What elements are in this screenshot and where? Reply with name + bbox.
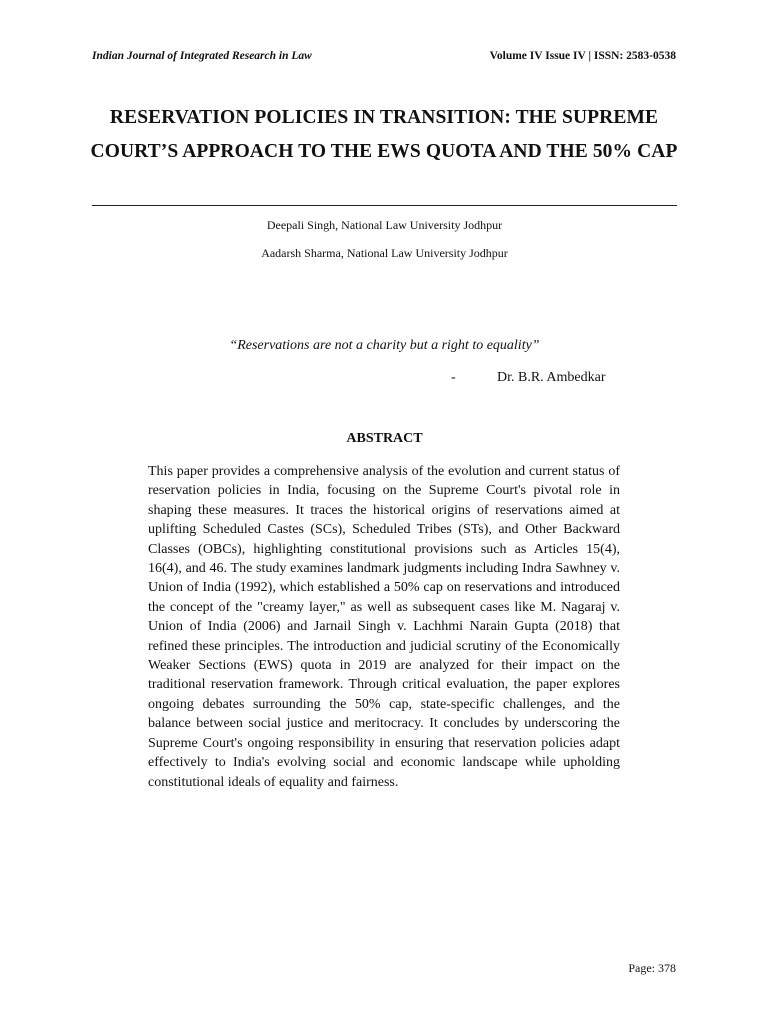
page-number: Page: 378 — [628, 961, 676, 975]
epigraph-quote: “Reservations are not a charity but a right to equality” — [229, 338, 540, 353]
epigraph-attribution — [451, 370, 621, 386]
abstract-body: This paper provides a comprehensive analysis of the evolution and current status of reservation policies in India, focusing on the Supreme Court's pivotal role in shaping these measures. It traces the historical origins of reservations aimed at uplifting Scheduled Castes (SCs), Scheduled Tribes (STs), and Other Backward Classes (OBCs), highlighting constitutional provisions such as Articles 15(4), 16(4), and 46. The study examines landmark judgments including Indra Sawhney v. Union of India (1992), which established a 50% cap on reservations and introduced the concept of the "creamy layer," as well as subsequent cases like M. Nagaraj v. Union of India (2006) and Jarnail Singh v. Lachhmi Narain Gupta (2018) that refined these principles. The introduction and judicial scrutiny of the Economically Weaker Sections (EWS) quota in 2019 are analyzed for their impact on the traditional reservation framework. Through critical evaluation, the paper explores ongoing debates surrounding the 50% cap, state-specific challenges, and the balance between social justice and meritocracy. It concludes by underscoring the Supreme Court's ongoing responsibility in ensuring that reservation policies adapt effectively to India's evolving social and economic landscape while upholding constitutional ideals of equality and fairness. — [148, 464, 620, 790]
journal-name: Indian Journal of Integrated Research in Law — [92, 50, 312, 62]
author-1: Deepali Singh, National Law University Jodhpur — [266, 218, 503, 232]
attribution-author: Dr. B.R. Ambedkar — [497, 370, 606, 385]
attribution-dash: - — [451, 370, 456, 385]
author-2: Aadarsh Sharma, National Law University Jodhpur — [261, 246, 508, 260]
paper-title: RESERVATION POLICIES IN TRANSITION: THE SUPREME COURT’S APPROACH TO THE EWS QUOTA AND THE 50% CAP — [90, 107, 678, 162]
volume-issn: Volume IV Issue IV | ISSN: 2583-0538 — [489, 50, 676, 62]
running-header — [92, 50, 676, 62]
abstract-heading: ABSTRACT — [346, 431, 423, 446]
title-divider — [92, 205, 677, 206]
